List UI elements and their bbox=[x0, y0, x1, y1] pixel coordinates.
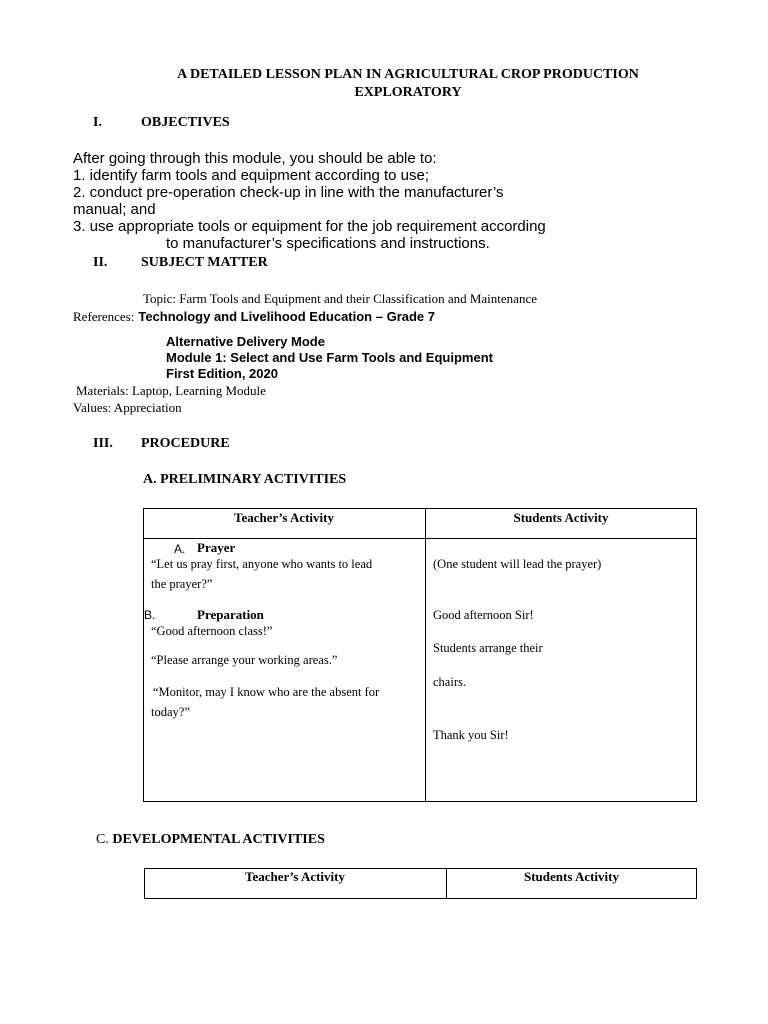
preparation-teacher-3-line-2: today?” bbox=[151, 705, 190, 719]
objective-item-2: 2. conduct pre-operation check-up in line with the manufacturer’s bbox=[73, 184, 504, 201]
table-header-divider bbox=[143, 538, 697, 539]
preparation-teacher-1: “Good afternoon class!” bbox=[151, 624, 273, 638]
subject-matter-heading: SUBJECT MATTER bbox=[141, 255, 268, 270]
objective-item-2-cont: manual; and bbox=[73, 201, 156, 218]
preparation-marker: B. bbox=[144, 608, 156, 622]
reference-line-2: Module 1: Select and Use Farm Tools and Equipment bbox=[166, 350, 493, 365]
preparation-teacher-2: “Please arrange your working areas.” bbox=[151, 653, 338, 667]
prayer-teacher-line-1: “Let us pray first, anyone who wants to lead bbox=[151, 557, 373, 571]
values-line: Values: Appreciation bbox=[73, 400, 182, 415]
materials-line: Materials: Laptop, Learning Module bbox=[76, 383, 266, 398]
prayer-marker: A. bbox=[174, 542, 186, 556]
references-line bbox=[73, 308, 435, 326]
subject-matter-number: II. bbox=[93, 255, 108, 270]
objective-item-3-cont: to manufacturer’s specifications and instructions. bbox=[166, 235, 490, 252]
references-value: Technology and Livelihood Education – Grade 7 bbox=[138, 309, 435, 324]
document-title-line-1: A DETAILED LESSON PLAN IN AGRICULTURAL CROP PRODUCTION bbox=[177, 67, 639, 82]
preparation-label: Preparation bbox=[197, 607, 264, 622]
preparation-teacher-3-line-1: “Monitor, may I know who are the absent for bbox=[153, 685, 380, 699]
preparation-student-4: Thank you Sir! bbox=[433, 728, 509, 742]
dev-column-header-teacher: Teacher’s Activity bbox=[244, 869, 345, 884]
prayer-label: Prayer bbox=[197, 540, 236, 555]
prayer-teacher-line-2: the prayer?” bbox=[151, 577, 213, 591]
objectives-heading: OBJECTIVES bbox=[141, 115, 230, 130]
developmental-activities-heading: DEVELOPMENTAL ACTIVITIES bbox=[112, 832, 325, 847]
procedure-number: III. bbox=[93, 436, 113, 451]
topic-line: Topic: Farm Tools and Equipment and their Classification and Maintenance bbox=[143, 291, 537, 306]
reference-line-1: Alternative Delivery Mode bbox=[166, 334, 325, 349]
prayer-student-response: (One student will lead the prayer) bbox=[433, 557, 602, 571]
reference-line-3: First Edition, 2020 bbox=[166, 366, 278, 381]
references-label: References: bbox=[73, 309, 135, 324]
objectives-number: I. bbox=[93, 115, 102, 130]
objective-item-3: 3. use appropriate tools or equipment for the job requirement according bbox=[73, 218, 546, 235]
dev-column-header-students: Students Activity bbox=[524, 869, 619, 884]
column-header-students: Students Activity bbox=[513, 510, 609, 525]
column-header-teacher: Teacher’s Activity bbox=[233, 510, 334, 525]
objectives-intro: After going through this module, you should be able to: bbox=[73, 150, 437, 167]
objective-item-1: 1. identify farm tools and equipment according to use; bbox=[73, 167, 430, 184]
preparation-student-3: chairs. bbox=[433, 675, 466, 689]
preparation-student-1: Good afternoon Sir! bbox=[433, 608, 534, 622]
developmental-activities-heading-line bbox=[96, 832, 325, 848]
document-title-line-2: EXPLORATORY bbox=[354, 85, 462, 100]
preparation-student-2: Students arrange their bbox=[433, 641, 543, 655]
procedure-heading: PROCEDURE bbox=[141, 436, 230, 451]
preliminary-activities-heading: A. PRELIMINARY ACTIVITIES bbox=[143, 472, 347, 487]
table-column-divider bbox=[425, 508, 426, 802]
developmental-prefix: C. bbox=[96, 832, 109, 847]
